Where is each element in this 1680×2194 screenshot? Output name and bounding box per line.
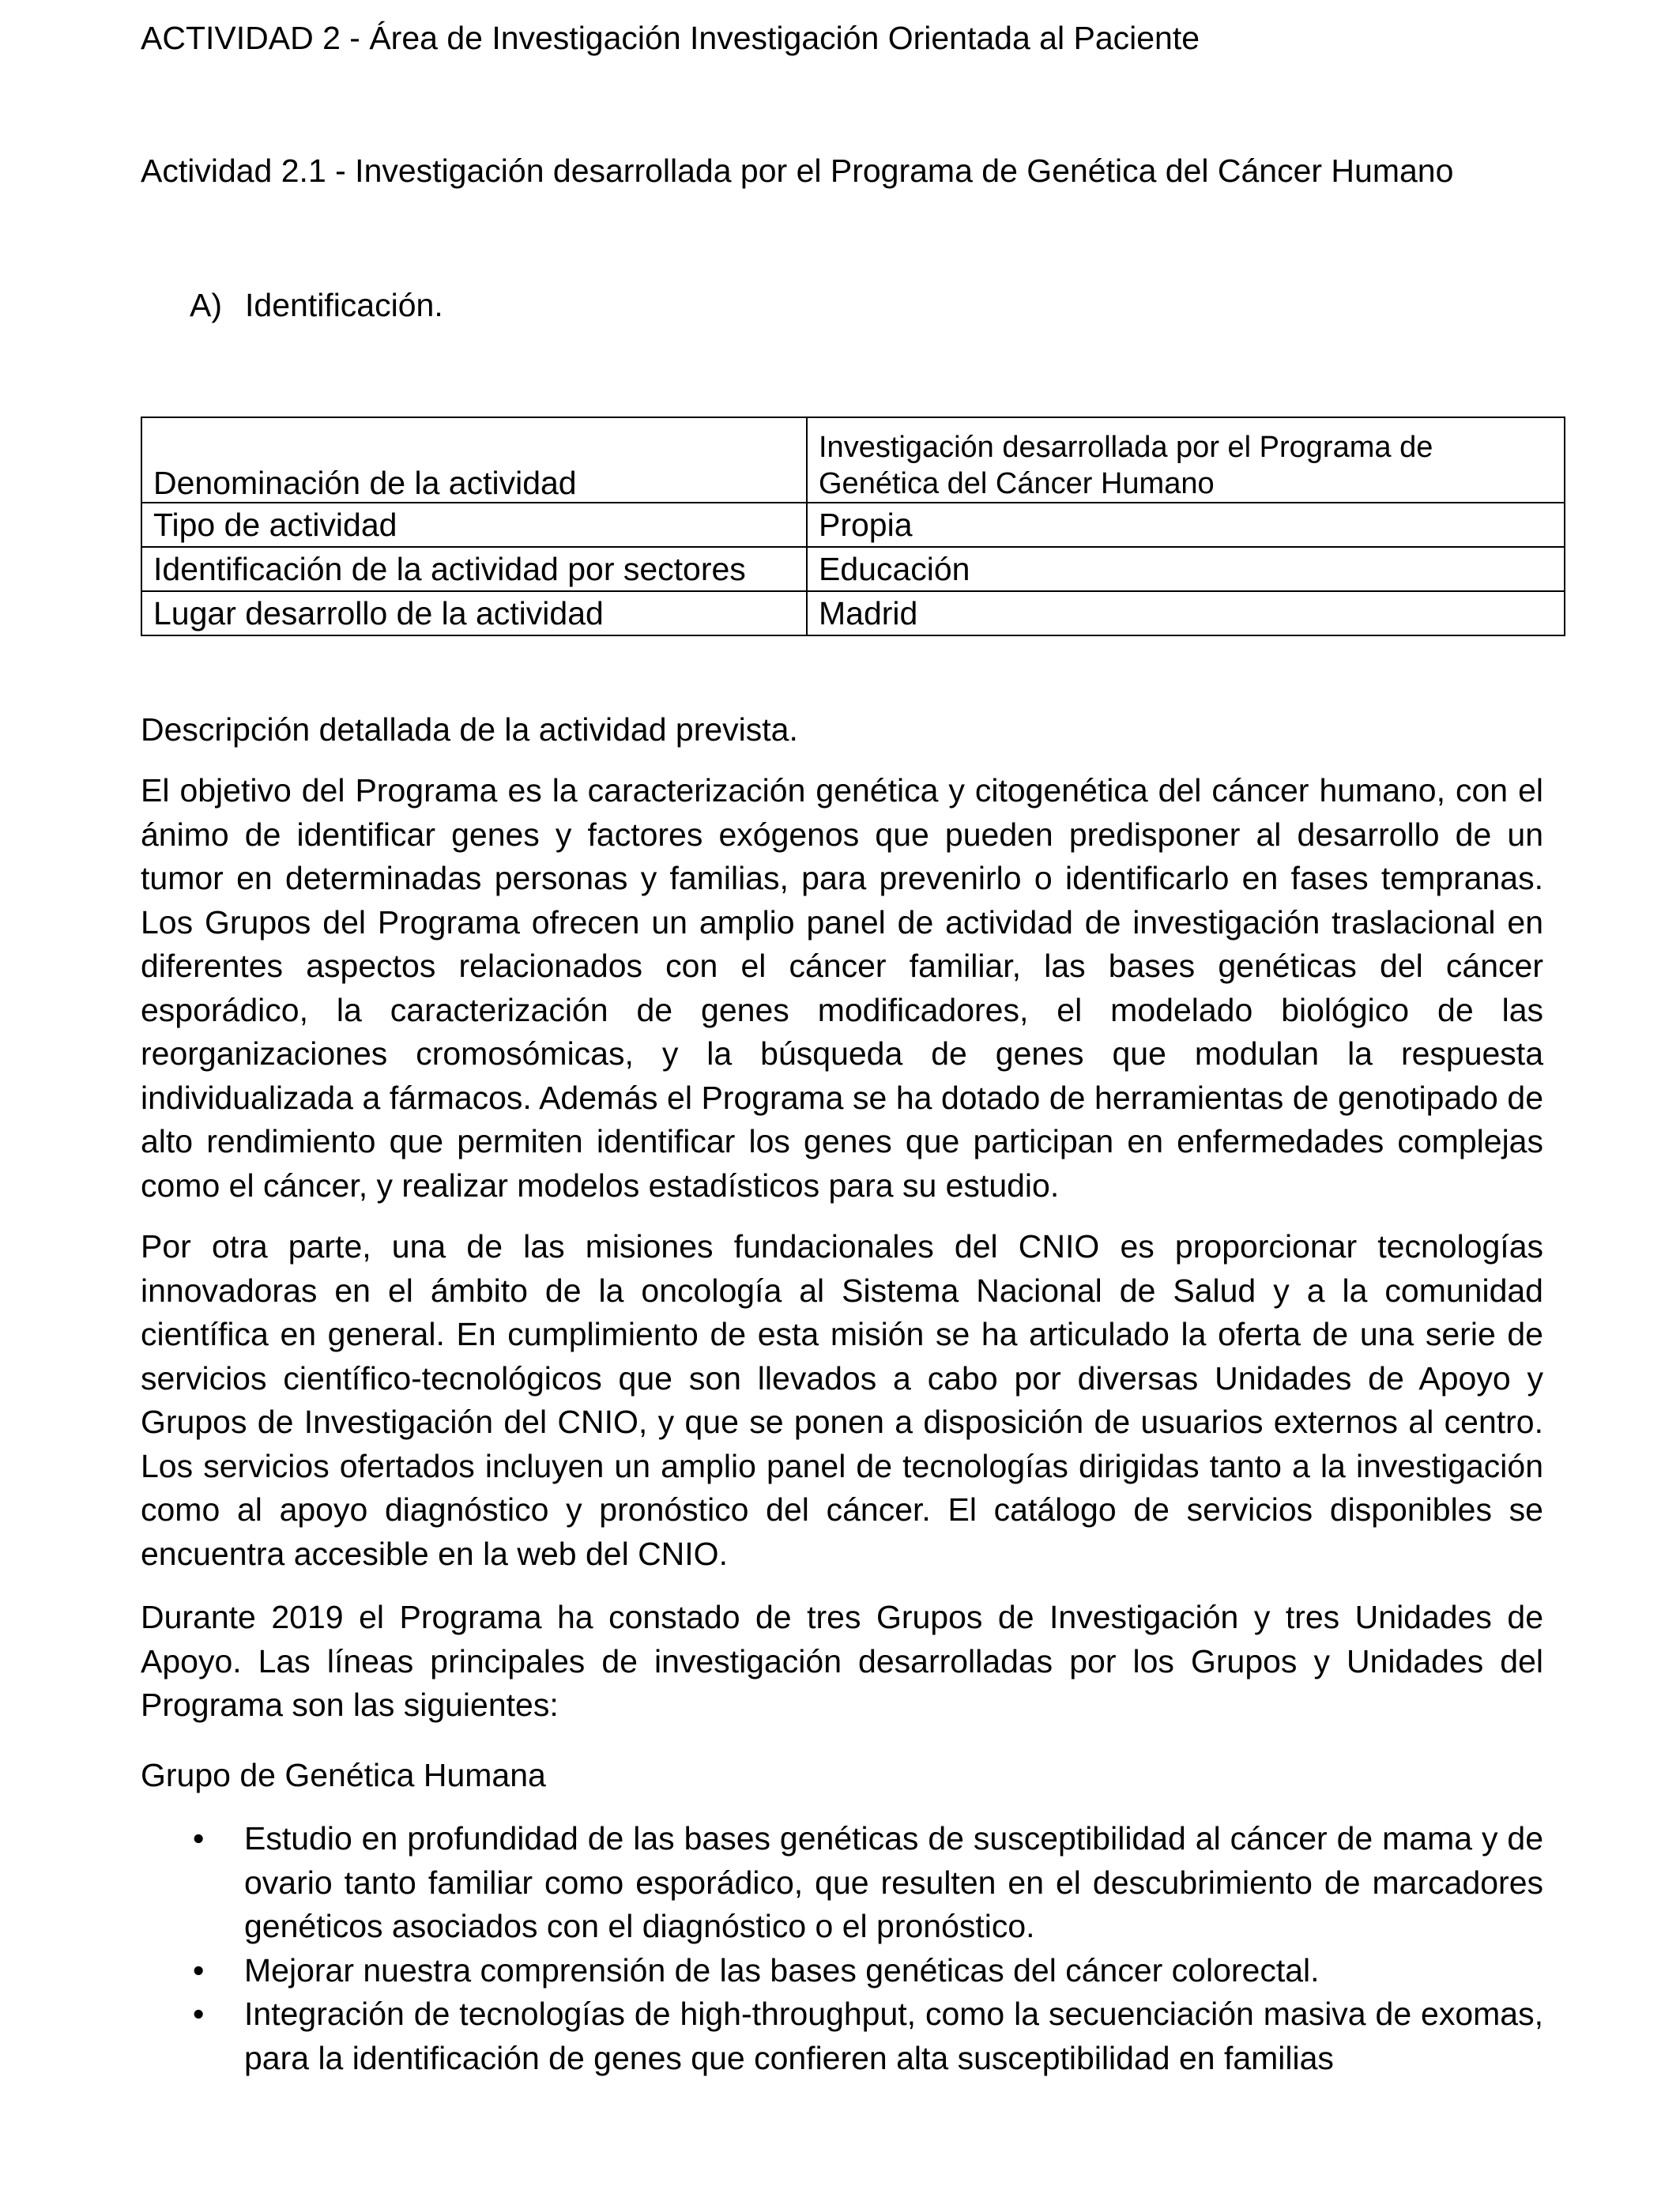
identification-table — [141, 417, 1565, 636]
activity-heading: ACTIVIDAD 2 - Área de Investigación Investigación Orientada al Paciente — [141, 20, 1200, 56]
table-cell-value: Investigación desarrollada por el Programa de Genética del Cáncer Humano — [807, 417, 1565, 503]
table-row — [141, 503, 1565, 547]
list-item-text: Integración de tecnologías de high-throughput, como la secuenciación masiva de exomas, para la identificación de genes que confieren alta susceptibilidad en familias — [244, 1996, 1543, 2076]
bullet-icon: • — [193, 1996, 205, 2032]
group-title: Grupo de Genética Humana — [141, 1757, 546, 1793]
table-cell-value: Educación — [807, 547, 1565, 591]
table-cell-label: Identificación de la actividad por sectores — [141, 547, 807, 591]
list-item — [141, 1949, 1543, 1993]
table-cell-label: Tipo de actividad — [141, 503, 807, 547]
section-identification — [190, 281, 443, 329]
bullet-icon: • — [193, 1951, 205, 1989]
section-label: Identificación. — [245, 287, 443, 323]
section-letter: A) — [190, 287, 222, 323]
bullet-icon: • — [193, 1820, 205, 1857]
table-row — [141, 591, 1565, 635]
table-cell-value: Madrid — [807, 591, 1565, 635]
table-cell-label: Lugar desarrollo de la actividad — [141, 591, 807, 635]
table-row — [141, 417, 1565, 503]
description-title: Descripción detallada de la actividad prevista. — [141, 711, 798, 748]
table-row — [141, 547, 1565, 591]
table-cell-value: Propia — [807, 503, 1565, 547]
paragraph: Durante 2019 el Programa ha constado de tres Grupos de Investigación y tres Unidades de Apoyo. Las líneas principales de investigación desarrolladas por los Grupos y Unidades del Programa son las siguientes: — [141, 1599, 1543, 1723]
list-item — [141, 1817, 1543, 1949]
subactivity-heading: Actividad 2.1 - Investigación desarrollada por el Programa de Genética del Cáncer Humano — [141, 153, 1454, 189]
list-item-text: Estudio en profundidad de las bases genéticas de susceptibilidad al cáncer de mama y de ovario tanto familiar como esporádico, que resulten en el descubrimiento de marcadores genéticos asociados con el diagnóstico o el pronóstico. — [244, 1820, 1543, 1944]
table-cell-label: Denominación de la actividad — [141, 417, 807, 503]
bullet-list — [141, 1817, 1543, 2080]
list-item — [141, 1992, 1543, 2080]
paragraph: El objetivo del Programa es la caracterización genética y citogenética del cáncer humano, con el ánimo de identificar genes y factores exógenos que pueden predisponer al desarrollo de un tumor en determinadas personas y familias, para prevenirlo o identificarlo en fases tempranas. Los Grupos del Programa ofrecen un amplio panel de actividad de investigación traslacional en diferentes aspectos relacionados con el cáncer familiar, las bases genéticas del cáncer esporádico, la caracterización de genes modificadores, el modelado biológico de las reorganizaciones cromosómicas, y la búsqueda de genes que modulan la respuesta individualizada a fármacos. Además el Programa se ha dotado de herramientas de genotipado de alto rendimiento que permiten identificar los genes que participan en enfermedades complejas como el cáncer, y realizar modelos estadísticos para su estudio. — [141, 772, 1543, 1204]
paragraph: Por otra parte, una de las misiones fundacionales del CNIO es proporcionar tecnologías innovadoras en el ámbito de la oncología al Sistema Nacional de Salud y a la comunidad científica en general. En cumplimiento de esta misión se ha articulado la oferta de una serie de servicios científico-tecnológicos que son llevados a cabo por diversas Unidades de Apoyo y Grupos de Investigación del CNIO, y que se ponen a disposición de usuarios externos al centro. Los servicios ofertados incluyen un amplio panel de tecnologías dirigidas tanto a la investigación como al apoyo diagnóstico y pronóstico del cáncer. El catálogo de servicios disponibles se encuentra accesible en la web del CNIO. — [141, 1228, 1543, 1572]
list-item-text: Mejorar nuestra comprensión de las bases genéticas del cáncer colorectal. — [244, 1951, 1320, 1989]
